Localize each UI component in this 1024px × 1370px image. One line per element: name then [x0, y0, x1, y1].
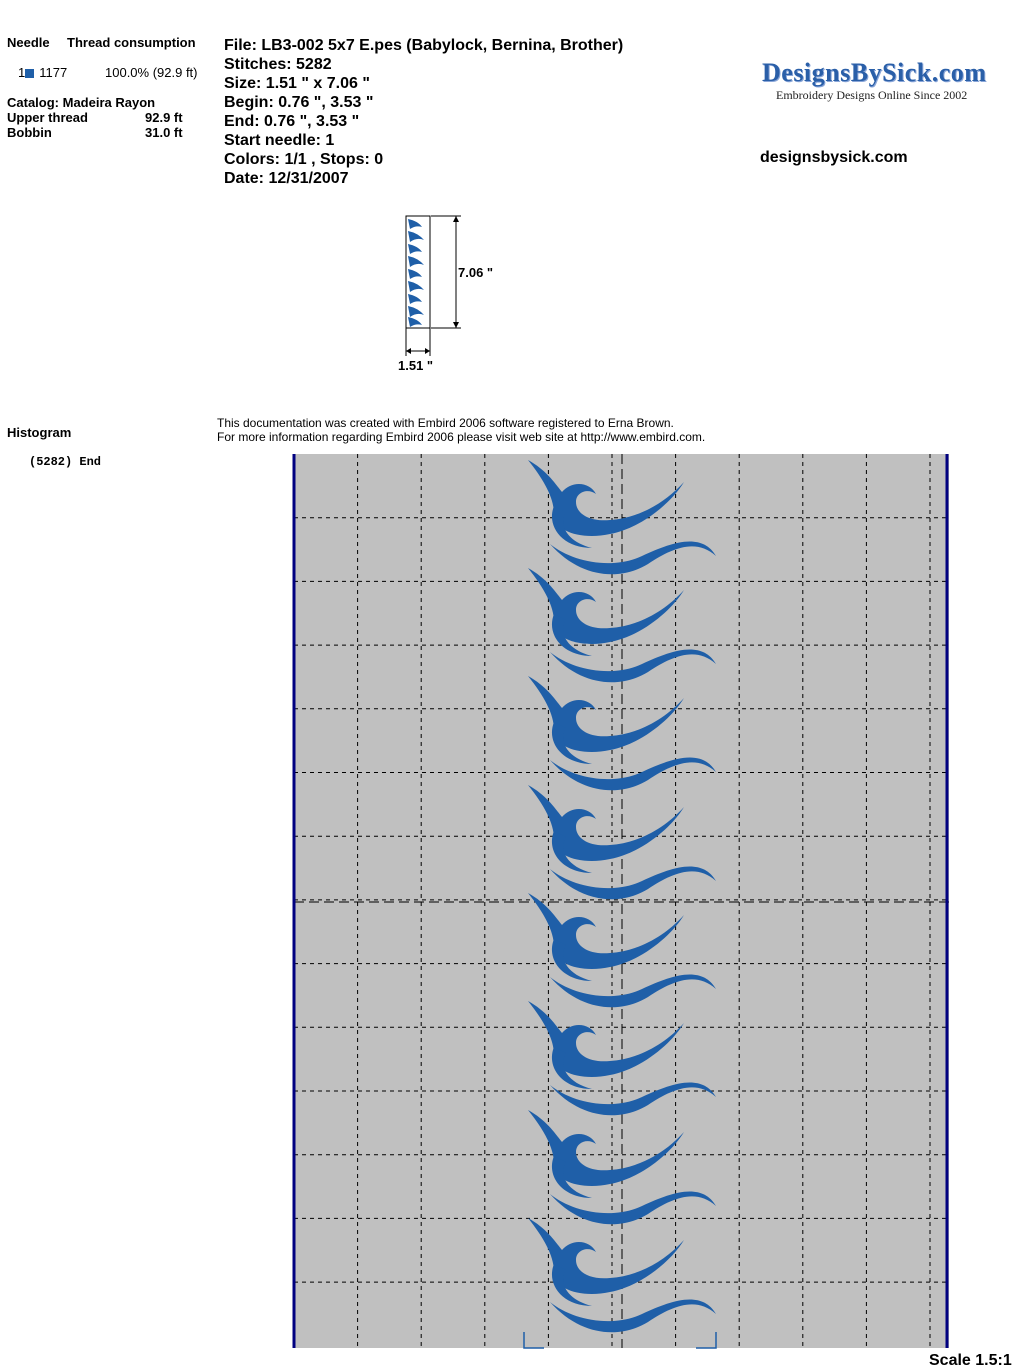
needle-number: 1 — [18, 65, 26, 80]
height-dimension-label: 7.06 " — [458, 265, 494, 280]
scale-label: Scale 1.5:1 — [929, 1352, 1012, 1369]
thread-consumption-header: Thread consumption — [67, 35, 196, 50]
begin-position: Begin: 0.76 ", 3.53 " — [224, 94, 374, 111]
thread-code: 1177 — [39, 65, 68, 80]
file-name: File: LB3-002 5x7 E.pes (Babylock, Bernina, Brother) — [224, 37, 624, 54]
thread-color-swatch — [25, 69, 34, 78]
software-note-line1: This documentation was created with Embird 2006 software registered to Erna Brown. — [217, 416, 674, 430]
colors-stops: Colors: 1/1 , Stops: 0 — [224, 151, 384, 168]
thread-row — [18, 65, 67, 80]
hoop-preview — [292, 452, 952, 1350]
software-note-line2: For more information regarding Embird 2006 please visit web site at http://www.embird.com. — [217, 430, 706, 444]
thread-consumption-value: 100.0% (92.9 ft) — [105, 65, 198, 80]
needle-column-header: Needle — [7, 35, 50, 50]
design-thumbnail — [395, 210, 510, 375]
start-needle: Start needle: 1 — [224, 132, 335, 149]
logo-tagline: Embroidery Designs Online Since 2002 — [776, 88, 968, 102]
file-info-block — [224, 36, 623, 188]
site-url: designsbysick.com — [760, 149, 908, 166]
histogram-entry: (5282) End — [29, 455, 102, 469]
histogram-title: Histogram — [7, 425, 72, 440]
bobbin-value: 31.0 ft — [145, 125, 183, 140]
designsbysick-logo: DesignsBySick.com — [762, 58, 987, 87]
bobbin-label: Bobbin — [7, 125, 52, 140]
width-dimension-label: 1.51 " — [398, 358, 434, 373]
upper-thread-label: Upper thread — [7, 110, 88, 125]
upper-thread-value: 92.9 ft — [145, 110, 183, 125]
stitch-count: Stitches: 5282 — [224, 56, 332, 73]
catalog-label: Catalog: Madeira Rayon — [7, 95, 156, 110]
end-position: End: 0.76 ", 3.53 " — [224, 113, 360, 130]
design-size: Size: 1.51 " x 7.06 " — [224, 75, 370, 92]
software-note — [217, 416, 705, 444]
design-date: Date: 12/31/2007 — [224, 170, 349, 187]
